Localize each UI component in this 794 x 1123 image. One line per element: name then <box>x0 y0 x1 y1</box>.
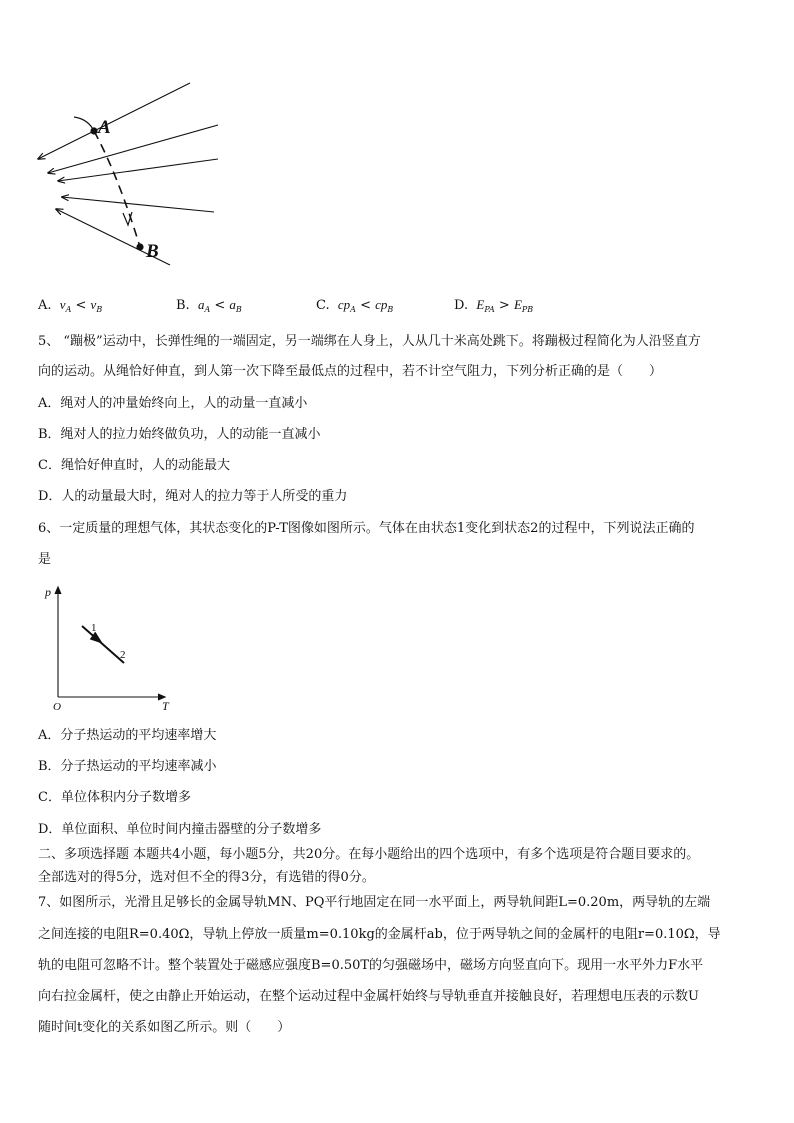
q5-stem-line-1: 5、 “蹦极”运动中，长弹性绳的一端固定，另一端绑在人身上，人从几十米高处跳下。将蹦极过程简化为人沿竖直方 <box>38 334 701 349</box>
process-line <box>82 626 124 663</box>
q7-stem-line-5: 随时间t变化的关系如图乙所示。则（ ） <box>38 1020 291 1035</box>
q5-option-b[interactable]: B．绳对人的拉力始终做负功，人的动能一直减小 <box>38 427 321 442</box>
section2-instructions-line-2: 全部选对的得5分，选对但不全的得3分，有选错的得0分。 <box>38 870 375 885</box>
field-line-1 <box>38 83 190 159</box>
q7-stem-line-4: 向右拉金属杆，使之由静止开始运动，在整个运动过程中金属杆始终与导轨垂直并接触良好，若理想电压表的示数U <box>38 989 699 1004</box>
trajectory-dashed <box>94 131 140 247</box>
field-line-2 <box>48 125 218 173</box>
q5-option-a[interactable]: A．绳对人的冲量始终向上，人的动量一直减小 <box>38 396 308 411</box>
q6-option-c[interactable]: C．单位体积内分子数增多 <box>38 790 191 805</box>
q4-option-d[interactable]: D. $E_{PA} > E_{PB}$ <box>454 297 534 314</box>
q6-stem-line-1: 6、一定质量的理想气体，其状态变化的P-T图像如图所示。气体在由状态1变化到状态2的过程中，下列说法正确的 <box>38 521 695 536</box>
q5-option-d[interactable]: D．人的动量最大时，绳对人的拉力等于人所受的重力 <box>38 489 348 504</box>
t-axis-label: T <box>162 699 169 712</box>
q4-option-a[interactable]: A. $v_A < v_B$ <box>38 297 103 314</box>
point-b <box>136 243 143 250</box>
section2-instructions-line-1: 二、多项选择题 本题共4小题，每小题5分，共20分。在每小题给出的四个选项中，有多个选项是符合题目要求的。 <box>38 847 700 862</box>
state-2-label: 2 <box>120 649 126 661</box>
label-b: B <box>146 241 159 262</box>
q7-stem-line-2: 之间连接的电阻R=0.40Ω，导轨上停放一质量m=0.10kg的金属杆ab，位于两导轨之间的金属杆的电阻r=0.10Ω，导 <box>38 927 721 942</box>
q6-option-b[interactable]: B．分子热运动的平均速率减小 <box>38 759 217 774</box>
q4-option-b[interactable]: B. $a_A < a_B$ <box>176 297 242 314</box>
q5-stem-line-2: 向的运动。从绳恰好伸直，到人第一次下降至最低点的过程中，若不计空气阻力，下列分析正确的是（ ） <box>38 364 663 379</box>
state-1-label: 1 <box>91 622 97 634</box>
field-line-4 <box>62 197 214 212</box>
q7-stem-line-3: 轨的电阻可忽略不计。整个装置处于磁感应强度B=0.50T的匀强磁场中，磁场方向竖直向下。现用一水平外力F水平 <box>38 958 704 973</box>
q4-option-c[interactable]: C. $cp_A < cp_B$ <box>316 297 394 314</box>
q6-option-d[interactable]: D．单位面积、单位时间内撞击器壁的分子数增多 <box>38 822 322 837</box>
field-line-3 <box>58 159 218 181</box>
label-a: A <box>98 117 111 138</box>
q6-option-a[interactable]: A．分子热运动的平均速率增大 <box>38 728 217 743</box>
p-axis-label: p <box>45 585 51 599</box>
q5-option-c[interactable]: C．绳恰好伸直时，人的动能最大 <box>38 458 230 473</box>
p-t-graph <box>40 582 190 712</box>
trajectory-arc <box>74 117 94 131</box>
p-axis-arrow <box>55 587 61 594</box>
q6-stem-line-2: 是 <box>38 552 52 567</box>
origin-label: O <box>53 701 61 712</box>
field-lines-figure <box>30 75 230 275</box>
q7-stem-line-1: 7、如图所示，光滑且足够长的金属导轨MN、PQ平行地固定在同一水平面上，两导轨间距L=0.20m，两导轨的左端 <box>38 895 711 910</box>
point-a <box>90 127 97 134</box>
